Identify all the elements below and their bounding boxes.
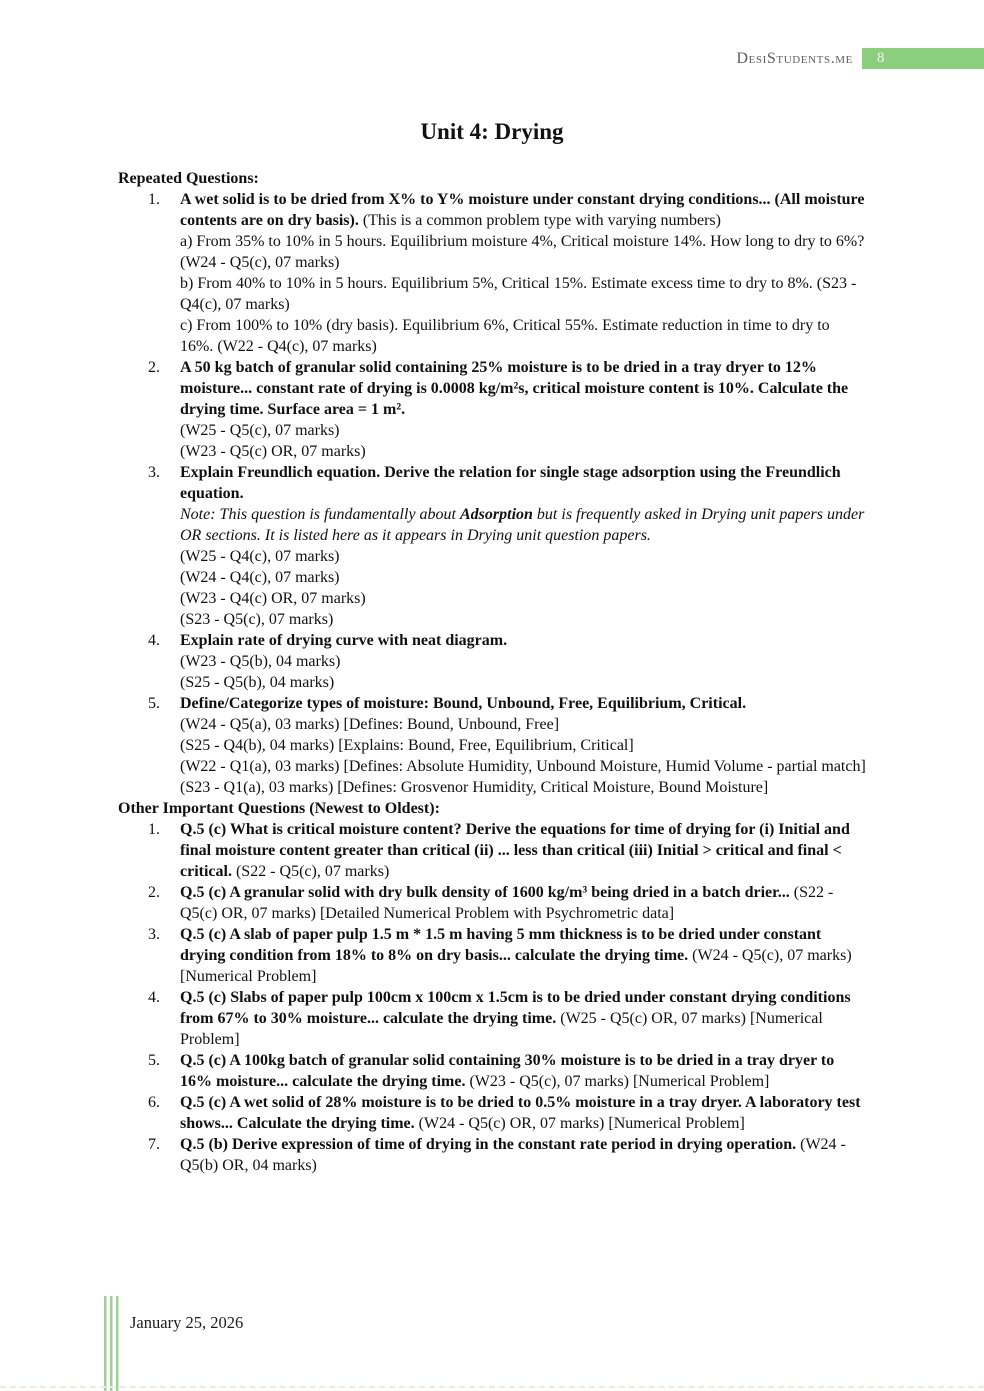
question-item [118, 357, 866, 462]
question-paragraph [180, 693, 866, 714]
question-number: 7. [148, 1136, 160, 1153]
text-segment: (W24 - Q5(c), 07 marks) [Numerical Problem] [180, 947, 852, 985]
question-item [118, 1050, 866, 1092]
question-paragraph [180, 1050, 866, 1092]
text-segment: Q.5 (c) A slab of paper pulp 1.5 m * 1.5 m having 5 mm thickness is to be dried under constant drying condition from 18% to 8% on dry basis... calculate the drying time. [180, 926, 822, 964]
text-segment: (S22 - Q5(c) OR, 07 marks) [Detailed Numerical Problem with Psychrometric data] [180, 884, 834, 922]
text-segment: A wet solid is to be dried from X% to Y% moisture under constant drying conditions... (All moisture contents are on dry basis). [180, 191, 865, 229]
question-text [180, 1050, 866, 1092]
text-segment: (W24 - Q5(a), 03 marks) [Defines: Bound, Unbound, Free] [180, 716, 560, 733]
question-number: 5. [148, 695, 160, 712]
question-paragraph [180, 273, 866, 315]
question-paragraph [180, 189, 866, 231]
question-item [118, 462, 866, 630]
question-text [180, 462, 866, 630]
question-number: 6. [148, 1094, 160, 1111]
question-number: 5. [148, 1052, 160, 1069]
question-number: 3. [148, 464, 160, 481]
question-paragraph [180, 819, 866, 882]
text-segment: but is frequently asked in Drying unit papers under OR sections. It is listed here as it appears in Drying unit question papers. [180, 506, 865, 544]
question-paragraph [180, 672, 866, 693]
text-segment: a) From 35% to 10% in 5 hours. Equilibrium moisture 4%, Critical moisture 14%. How long to dry to 6%? (W24 - Q5(c), 07 marks) [180, 233, 865, 271]
text-segment: c) From 100% to 10% (dry basis). Equilibrium 6%, Critical 55%. Estimate reduction in time to dry to 16%. (W22 - Q4(c), 07 marks) [180, 317, 830, 355]
question-paragraph [180, 630, 866, 651]
question-item [118, 882, 866, 924]
question-text [180, 189, 866, 357]
question-paragraph [180, 441, 866, 462]
section-heading: Repeated Questions: [118, 170, 259, 187]
question-paragraph [180, 1092, 866, 1134]
question-number: 3. [148, 926, 160, 943]
text-segment: Define/Categorize types of moisture: Bound, Unbound, Free, Equilibrium, Critical. [180, 695, 747, 712]
text-segment: (W24 - Q5(b) OR, 04 marks) [180, 1136, 846, 1174]
page-title: Unit 4: Drying [420, 119, 564, 144]
question-number: 1. [148, 191, 160, 208]
text-segment: (S25 - Q4(b), 04 marks) [Explains: Bound, Free, Equilibrium, Critical] [180, 737, 634, 754]
text-segment: (W22 - Q1(a), 03 marks) [Defines: Absolute Humidity, Unbound Moisture, Humid Volume - partial match] [180, 758, 866, 775]
text-segment: Q.5 (c) A 100kg batch of granular solid containing 30% moisture is to be dried in a tray dryer to 16% moisture... calculate the drying time. [180, 1052, 835, 1090]
document-body [118, 168, 866, 1176]
page-number: 8 [877, 50, 885, 66]
question-paragraph [180, 882, 866, 924]
question-number: 2. [148, 359, 160, 376]
question-text [180, 693, 866, 798]
question-item [118, 630, 866, 693]
question-paragraph [180, 546, 866, 567]
question-paragraph [180, 420, 866, 441]
text-segment: A 50 kg batch of granular solid containing 25% moisture is to be dried in a tray dryer to 12% moisture... constant rate of drying is 0.0008 kg/m²s, critical moisture content is 10%. Calculate the drying time. Surface area = 1 m². [180, 359, 849, 418]
page-number-badge [862, 48, 984, 69]
question-item [118, 819, 866, 882]
question-item [118, 924, 866, 987]
text-segment: (S25 - Q5(b), 04 marks) [180, 674, 335, 691]
text-segment: Q.5 (c) A wet solid of 28% moisture is to be dried to 0.5% moisture in a tray dryer. A laboratory test shows... Calculate the drying time. [180, 1094, 861, 1132]
question-item [118, 1092, 866, 1134]
text-segment: Q.5 (c) A granular solid with dry bulk density of 1600 kg/m³ being dried in a batch drier... [180, 884, 790, 901]
question-paragraph [180, 567, 866, 588]
question-text [180, 924, 866, 987]
text-segment: Q.5 (b) Derive expression of time of drying in the constant rate period in drying operation. [180, 1136, 797, 1153]
question-text [180, 357, 866, 462]
text-segment: (W24 - Q5(c) OR, 07 marks) [Numerical Problem] [414, 1115, 745, 1132]
question-number: 4. [148, 632, 160, 649]
question-list [118, 189, 866, 798]
question-paragraph [180, 924, 866, 987]
text-segment: (S23 - Q5(c), 07 marks) [180, 611, 334, 628]
question-paragraph [180, 777, 866, 798]
question-paragraph [180, 504, 866, 546]
text-segment: (S22 - Q5(c), 07 marks) [231, 863, 390, 880]
question-text [180, 987, 866, 1050]
text-segment: Adsorption [460, 506, 533, 523]
text-segment: (W23 - Q5(c) OR, 07 marks) [180, 443, 366, 460]
question-paragraph [180, 588, 866, 609]
text-segment: Explain Freundlich equation. Derive the relation for single stage adsorption using the Freundlich equation. [180, 464, 841, 502]
question-number: 4. [148, 989, 160, 1006]
text-segment: Q.5 (c) What is critical moisture content? Derive the equations for time of drying for (i) Initial and final moisture content greater than critical (ii) ... less than critical (iii) Initial > critical and final < critical. [180, 821, 850, 880]
text-segment: b) From 40% to 10% in 5 hours. Equilibrium 5%, Critical 15%. Estimate excess time to dry to 8%. (S23 - Q4(c), 07 marks) [180, 275, 857, 313]
side-accent-lines [104, 1296, 119, 1391]
question-text [180, 630, 866, 693]
question-paragraph [180, 987, 866, 1050]
question-number: 2. [148, 884, 160, 901]
question-item [118, 189, 866, 357]
question-paragraph [180, 714, 866, 735]
footer-date: January 25, 2026 [130, 1313, 244, 1332]
text-segment: (S23 - Q1(a), 03 marks) [Defines: Grosvenor Humidity, Critical Moisture, Bound Moisture] [180, 779, 769, 796]
question-paragraph [180, 609, 866, 630]
bottom-dashed-border [0, 1386, 984, 1388]
text-segment: Q.5 (c) Slabs of paper pulp 100cm x 100cm x 1.5cm is to be dried under constant drying conditions from 67% to 30% moisture... calculate the drying time. [180, 989, 851, 1027]
question-item [118, 1134, 866, 1176]
question-item [118, 693, 866, 798]
question-paragraph [180, 1134, 866, 1176]
question-text [180, 1134, 866, 1176]
text-segment: (W23 - Q4(c) OR, 07 marks) [180, 590, 366, 607]
question-paragraph [180, 315, 866, 357]
page-header [0, 48, 984, 69]
text-segment: Explain rate of drying curve with neat diagram. [180, 632, 508, 649]
text-segment: (This is a common problem type with varying numbers) [358, 212, 721, 229]
question-paragraph [180, 756, 866, 777]
question-number: 1. [148, 821, 160, 838]
site-name: DesiStudents.me [736, 50, 853, 67]
question-paragraph [180, 462, 866, 504]
question-list [118, 819, 866, 1176]
section-heading: Other Important Questions (Newest to Oldest): [118, 800, 440, 817]
text-segment: Note: This question is fundamentally about [180, 506, 460, 523]
text-segment: (W25 - Q5(c), 07 marks) [180, 422, 340, 439]
question-text [180, 819, 866, 882]
question-item [118, 987, 866, 1050]
text-segment: (W23 - Q5(b), 04 marks) [180, 653, 341, 670]
question-text [180, 882, 866, 924]
text-segment: (W25 - Q4(c), 07 marks) [180, 548, 340, 565]
text-segment: (W23 - Q5(c), 07 marks) [Numerical Problem] [465, 1073, 770, 1090]
question-paragraph [180, 357, 866, 420]
text-segment: (W25 - Q5(c) OR, 07 marks) [Numerical Problem] [180, 1010, 823, 1048]
question-text [180, 1092, 866, 1134]
text-segment: (W24 - Q4(c), 07 marks) [180, 569, 340, 586]
question-paragraph [180, 651, 866, 672]
question-paragraph [180, 231, 866, 273]
question-paragraph [180, 735, 866, 756]
